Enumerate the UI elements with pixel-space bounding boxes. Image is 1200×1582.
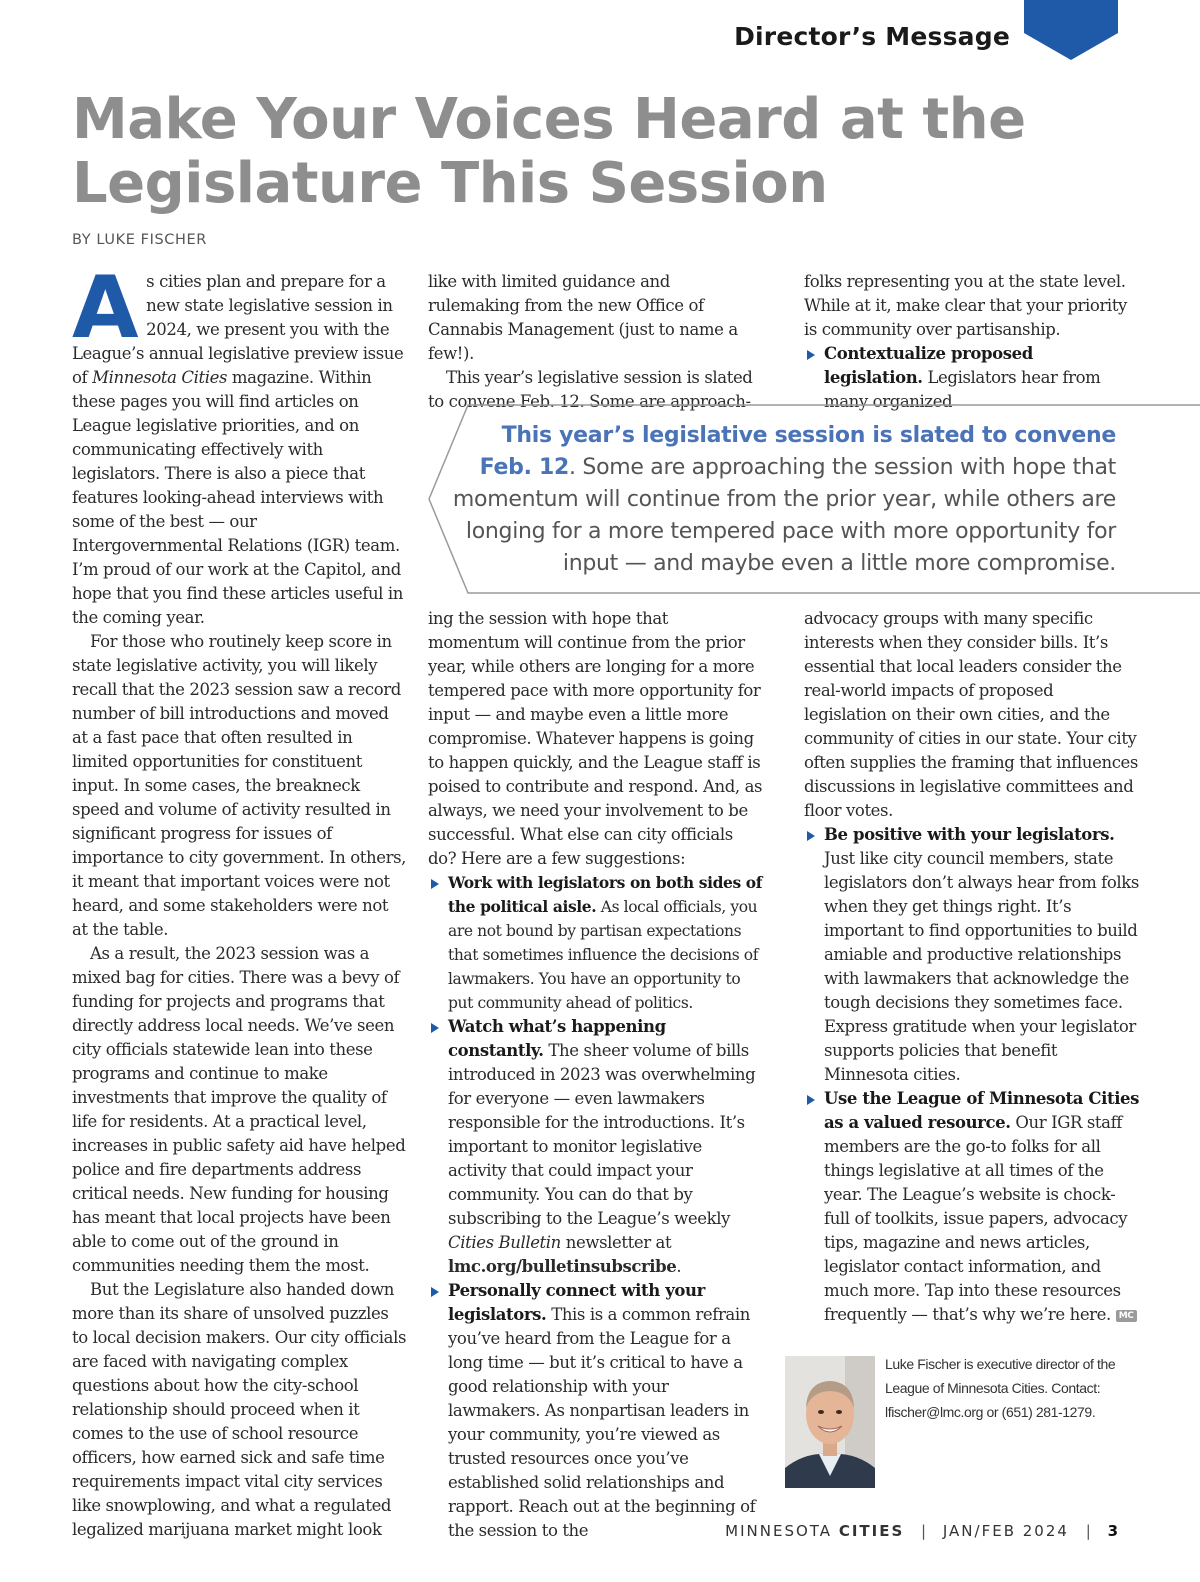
column-3-top: [804, 270, 1136, 414]
pullquote: [450, 420, 1116, 580]
page-number: 3: [1107, 1522, 1118, 1540]
end-mark-icon: MC: [1116, 1310, 1137, 1322]
column-3-bottom: [804, 607, 1140, 1327]
paragraph: As a result, the 2023 session was a mixed bag for cities. There was a bevy of funding for projects and programs that directly address local needs. We’ve seen city officials statewide lean into these programs and continue to make investments that improve the quality of life for residents. At a practical level, increases in public safety aid have helped police and fire departments address critical needs. New funding for housing has meant that local projects have been able to come out of the ground in communities needing them the most.: [72, 944, 406, 1275]
footer-issue: JAN/FEB 2024: [942, 1522, 1069, 1540]
subscribe-link[interactable]: lmc.org/bulletinsubscribe: [448, 1257, 677, 1276]
footer-separator: |: [921, 1522, 927, 1540]
bullet-item: Contextualize proposed legislation. Legislators hear from many organized: [804, 342, 1136, 414]
column-2-bottom: [428, 607, 764, 1543]
footer-separator: |: [1085, 1522, 1091, 1540]
column-1: [72, 258, 408, 1542]
article-headline: Make Your Voices Heard at the Legislature This Session: [72, 87, 1026, 216]
paragraph: like with limited guidance and rulemaking from the new Office of Cannabis Management (just to name a few!).: [428, 272, 738, 363]
page-footer: [725, 1522, 1118, 1540]
pullquote-lead: This year’s legislative session is slated to convene Feb. 12: [479, 423, 1116, 480]
paragraph: But the Legislature also handed down more than its share of unsolved puzzles to local decision makers. Our city officials are faced with navigating complex questions about how the city-school relationship should proceed when it comes to the use of school resource officers, how earned sick and safe time requirements impact vital city services like snowplowing, and what a regulated legalized marijuana market might look: [72, 1280, 407, 1539]
author-bio: Luke Fischer is executive director of the League of Minnesota Cities. Contact: lfischer@lmc.org or (651) 281-1279.: [885, 1356, 1116, 1420]
bullet-item: Work with legislators on both sides of the political aisle. As local officials, you are not bound by partisan expectations that sometimes influence the decisions of lawmakers. You have an opportunity to put community ahead of politics.: [428, 871, 764, 1015]
paragraph: advocacy groups with many specific interests when they consider bills. It’s essential that local leaders consider the real-world impacts of proposed legislation on their own cities, and the community of cities in our state. Your city often supplies the framing that influences discussions in legislative committees and floor votes.: [804, 609, 1138, 820]
byline: BY LUKE FISCHER: [72, 232, 207, 248]
section-label: Director’s Message: [734, 22, 1010, 51]
pullquote-text: . Some are approaching the session with hope that momentum will continue from the prior year, while others are longing for a more tempered pace with more opportunity for input — and maybe even a little more compromise.: [452, 455, 1116, 576]
bullet-item: Be positive with your legislators. Just like city council members, state legislators don’t always hear from folks when they get things right. It’s important to find opportunities to build amiable and productive relationships with lawmakers that acknowledge the tough decisions they sometimes face. Express gratitude when your legislator supports policies that benefit Minnesota cities.: [804, 823, 1140, 1087]
footer-magazine-second: CITIES: [838, 1522, 905, 1540]
paragraph: This year’s legislative session is slated to convene Feb. 12. Some are approach-: [428, 368, 753, 411]
section-tab-marker: [1024, 0, 1118, 60]
author-photo: [785, 1356, 875, 1488]
paragraph: ing the session with hope that momentum will continue from the prior year, while others are longing for a more tempered pace with more opportunity for input — and maybe even a little more compromise. Whatever happens is going to happen quickly, and the League staff is poised to contribute and respond. And, as always, we need your involvement to be successful. What else can city officials do? Here are a few suggestions:: [428, 609, 763, 868]
bullet-item: Personally connect with your legislators. This is a common refrain you’ve heard from the League for a long time — but it’s critical to have a good relationship with your lawmakers. As nonpartisan leaders in your community, you’re viewed as trusted resources once you’ve established solid relationships and rapport. Reach out at the beginning of the session to the: [428, 1279, 764, 1543]
paragraph: folks representing you at the state level. While at it, make clear that your priority is community over partisanship.: [804, 272, 1127, 339]
paragraph: For those who routinely keep score in state legislative activity, you will likely recall that the 2023 session saw a record number of bill introductions and moved at a fast pace that often resulted in limited opportunities for constituent input. In some cases, the breakneck speed and volume of activity resulted in significant progress for issues of importance to city government. In others, it meant that important voices were not heard, and some stakeholders were not at the table.: [72, 632, 406, 939]
magazine-title: Minnesota Cities: [92, 368, 228, 387]
paragraph: As cities plan and prepare for a new state legislative session in 2024, we present you with the League’s annual legislative preview issue of Minnesota Cities magazine. Within these pages you will find articles on League legislative priorities, and on communicating effectively with legislators. There is also a piece that features looking-ahead interviews with some of the best — our Intergovernmental Relations (IGR) team. I’m proud of our work at the Capitol, and hope that you find these articles useful in the coming year.: [72, 258, 404, 627]
column-2-top: [428, 270, 764, 414]
bullet-item: Use the League of Minnesota Cities as a valued resource. Our IGR staff members are the go-to folks for all things legislative at all times of the year. The League’s website is chock-full of toolkits, issue papers, advocacy tips, magazine and news articles, legislator contact information, and much more. Tap into these resources frequently — that’s why we’re here. MC: [804, 1087, 1140, 1327]
footer-magazine-first: MINNESOTA: [725, 1522, 833, 1540]
drop-cap: A: [72, 258, 139, 358]
bullet-item: Watch what’s happening constantly. The sheer volume of bills introduced in 2023 was overwhelming for everyone — even lawmakers responsible for the introductions. It’s important to monitor legislative activity that could impact your community. You can do that by subscribing to the League’s weekly Cities Bulletin newsletter at lmc.org/bulletinsubscribe.: [428, 1015, 764, 1279]
